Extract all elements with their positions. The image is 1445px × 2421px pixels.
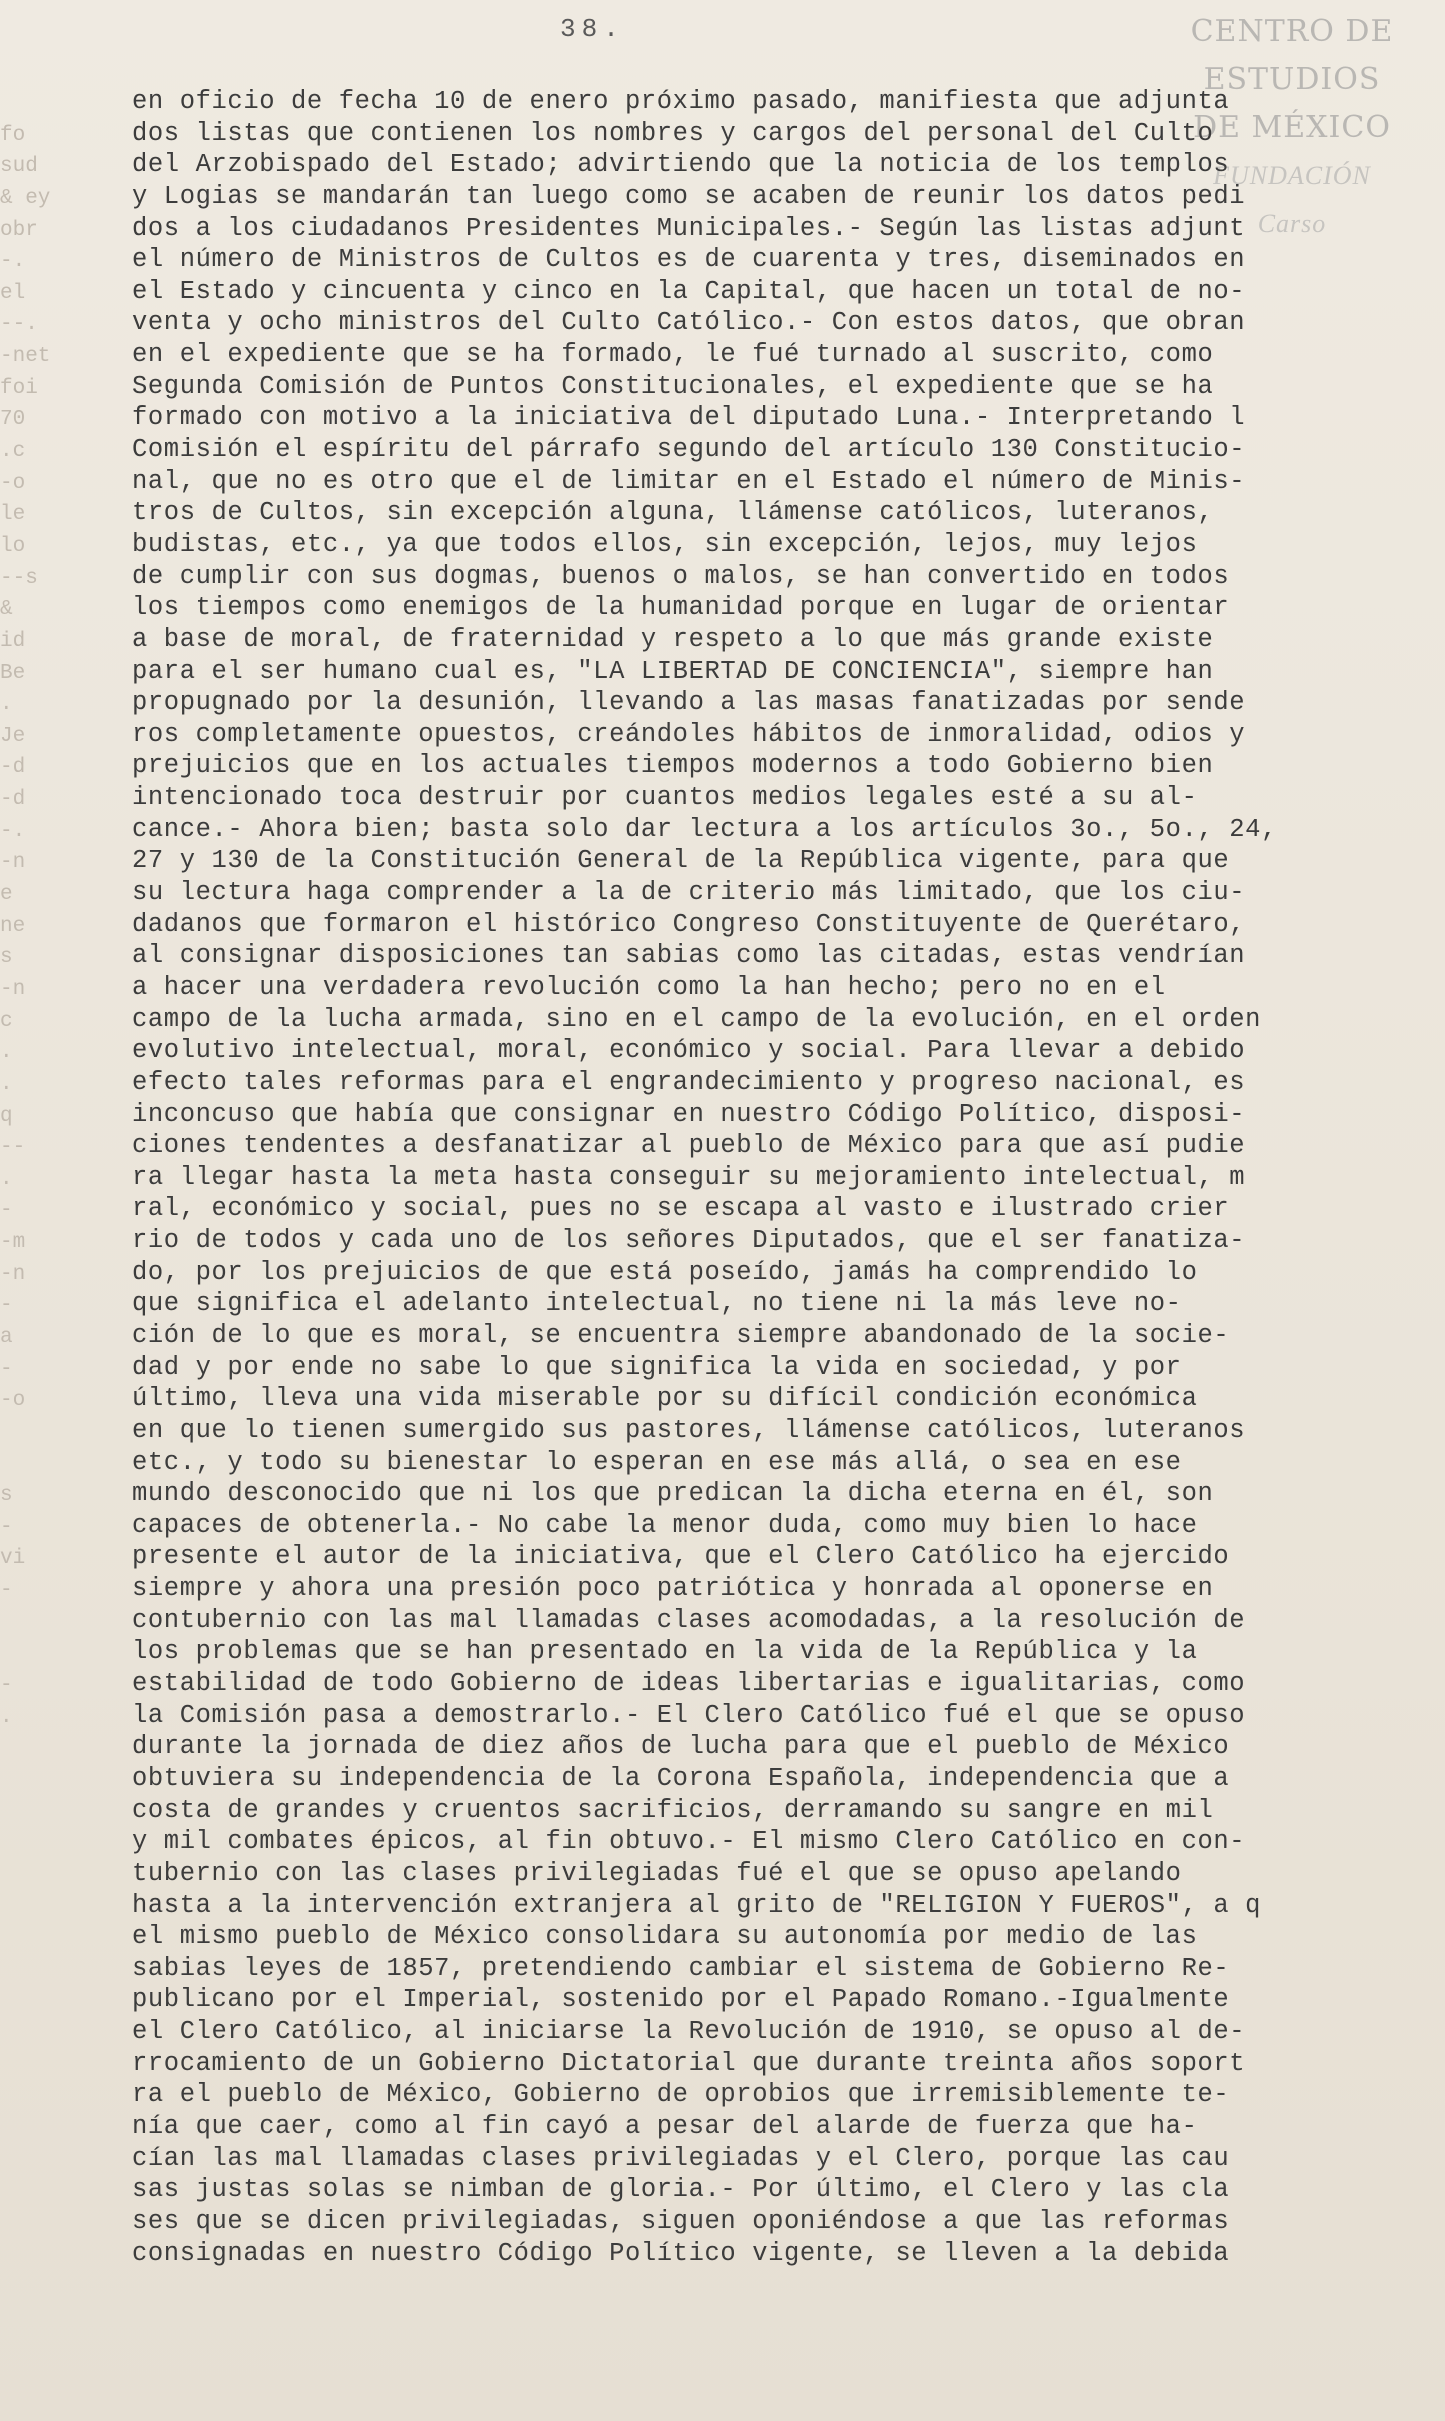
margin-fragment: . — [0, 1041, 13, 1065]
text-line: y Logias se mandarán tan luego como se acaben de reunir los datos pedi — [132, 181, 1246, 211]
margin-fragment: --. — [0, 313, 38, 337]
watermark-line: CENTRO DE — [1190, 14, 1394, 49]
text-line: mundo desconocido que ni los que predican la dicha eterna en él, son — [132, 1479, 1214, 1509]
text-line: efecto tales reformas para el engrandecimiento y progreso nacional, es — [132, 1067, 1246, 1097]
text-line: cance.- Ahora bien; basta solo dar lectura a los artículos 3o., 5o., 24, — [132, 814, 1277, 844]
text-line: durante la jornada de diez años de lucha para que el pueblo de México — [132, 1732, 1230, 1762]
text-line: contubernio con las mal llamadas clases acomodadas, a la resolución de — [132, 1605, 1246, 1635]
margin-fragment — [0, 1449, 125, 1481]
margin-fragment: e — [0, 883, 13, 907]
margin-fragment: -n — [0, 851, 26, 875]
bleed-through-margin — [0, 88, 125, 2271]
text-line: publicano por el Imperial, sostenido por el Papado Romano.-Igualmente — [132, 1985, 1230, 2015]
margin-fragment: el — [0, 281, 26, 305]
page-number: 38. — [560, 14, 625, 44]
text-line: costa de grandes y cruentos sacrificios, derramando su sangre en mil — [132, 1795, 1214, 1825]
margin-fragment: . — [0, 1072, 13, 1096]
margin-fragment: -net — [0, 345, 51, 369]
watermark-line: DE MÉXICO — [1193, 110, 1391, 145]
margin-fragment: s — [0, 946, 13, 970]
text-line: los problemas que se han presentado en la vida de la República y la — [132, 1637, 1198, 1667]
margin-fragment: -. — [0, 250, 26, 274]
text-line: ros completamente opuestos, creándoles hábitos de inmoralidad, odios y — [132, 719, 1246, 749]
margin-fragment: -d — [0, 788, 26, 812]
margin-fragment: Be — [0, 661, 26, 685]
margin-fragment: sud — [0, 155, 38, 179]
text-line: venta y ocho ministros del Culto Católico.- Con estos datos, que obran — [132, 308, 1246, 338]
text-line: dos listas que contienen los nombres y cargos del personal del Culto — [132, 118, 1214, 148]
margin-fragment — [0, 1638, 125, 1670]
text-line: rrocamiento de un Gobierno Dictatorial que durante treinta años soport — [132, 2048, 1246, 2078]
text-line: propugnado por la desunión, llevando a las masas fanatizadas por sende — [132, 688, 1246, 718]
text-line: ción de lo que es moral, se encuentra siempre abandonado de la socie- — [132, 1320, 1230, 1350]
text-line: dad y por ende no sabe lo que significa la vida en sociedad, y por — [132, 1352, 1182, 1382]
text-line: Segunda Comisión de Puntos Constitucionales, el expediente que se ha — [132, 371, 1214, 401]
margin-fragment: & — [0, 598, 13, 622]
margin-fragment: c — [0, 1009, 13, 1033]
margin-fragment: a — [0, 1325, 13, 1349]
margin-fragment: - — [0, 1579, 13, 1603]
text-line: al consignar disposiciones tan sabias como las citadas, estas vendrían — [132, 941, 1246, 971]
text-line: en que lo tienen sumergido sus pastores, llámense católicos, luteranos — [132, 1415, 1246, 1445]
margin-fragment — [0, 2145, 125, 2177]
text-line: último, lleva una vida miserable por su difícil condición económica — [132, 1384, 1198, 1414]
text-line: el mismo pueblo de México consolidara su autonomía por medio de las — [132, 1922, 1198, 1952]
text-line: etc., y todo su bienestar lo esperan en ese más allá, o sea en ese — [132, 1447, 1182, 1477]
margin-fragment: - — [0, 1515, 13, 1539]
text-line: dos a los ciudadanos Presidentes Municipales.- Según las listas adjunt — [132, 213, 1246, 243]
margin-fragment: lo — [0, 534, 26, 558]
text-line: 27 y 130 de la Constitución General de la República vigente, para que — [132, 846, 1230, 876]
text-line: estabilidad de todo Gobierno de ideas libertarias e igualitarias, como — [132, 1669, 1246, 1699]
text-line: del Arzobispado del Estado; advirtiendo que la noticia de los templos — [132, 150, 1230, 180]
margin-fragment: -- — [0, 1136, 26, 1160]
text-line: hasta a la intervención extranjera al grito de "RELIGION Y FUEROS", a q — [132, 1890, 1262, 1920]
text-line: ra llegar hasta la meta hasta conseguir su mejoramiento intelectual, m — [132, 1162, 1246, 1192]
margin-fragment — [0, 1828, 125, 1860]
text-line: para el ser humano cual es, "LA LIBERTAD DE CONCIENCIA", siempre han — [132, 656, 1214, 686]
text-line: a hacer una verdadera revolución como la han hecho; pero no en el — [132, 972, 1166, 1002]
text-line: ra el pueblo de México, Gobierno de oprobios que irremisiblemente te- — [132, 2080, 1230, 2110]
margin-fragment: -d — [0, 756, 26, 780]
watermark-line: FUNDACIÓN — [1213, 161, 1371, 190]
margin-fragment: - — [0, 1199, 13, 1223]
margin-fragment: & ey — [0, 186, 51, 210]
text-line: sabias leyes de 1857, pretendiendo cambiar el sistema de Gobierno Re- — [132, 1953, 1230, 1983]
margin-fragment: -n — [0, 1262, 26, 1286]
margin-fragment: ne — [0, 914, 26, 938]
margin-fragment: -. — [0, 819, 26, 843]
margin-fragment: . — [0, 1167, 13, 1191]
text-line: obtuviera su independencia de la Corona Española, independencia que a — [132, 1763, 1230, 1793]
text-line: dadanos que formaron el histórico Congreso Constituyente de Querétaro, — [132, 909, 1246, 939]
text-line: la Comisión pasa a demostrarlo.- El Clero Católico fué el que se opuso — [132, 1700, 1246, 1730]
margin-fragment: vi — [0, 1547, 26, 1571]
margin-fragment — [0, 2113, 125, 2145]
margin-fragment: . — [0, 693, 13, 717]
text-line: ral, económico y social, pues no se escapa al vasto e ilustrado crier — [132, 1194, 1230, 1224]
text-line: campo de la lucha armada, sino en el campo de la evolución, en el orden — [132, 1004, 1262, 1034]
text-line: que significa el adelanto intelectual, no tiene ni la más leve no- — [132, 1289, 1182, 1319]
margin-fragment — [0, 1955, 125, 1987]
text-line: siempre y ahora una presión poco patriótica y honrada al oponerse en — [132, 1574, 1214, 1604]
text-line: de cumplir con sus dogmas, buenos o malos, se han convertido en todos — [132, 561, 1230, 591]
text-line: intencionado toca destruir por cuantos medios legales esté a su al- — [132, 783, 1198, 813]
text-line: ses que se dicen privilegiadas, siguen oponiéndose a que las reformas — [132, 2206, 1230, 2236]
text-line: presente el autor de la iniciativa, que el Clero Católico ha ejercido — [132, 1542, 1230, 1572]
text-line: en oficio de fecha 10 de enero próximo pasado, manifiesta que adjunta — [132, 87, 1230, 116]
margin-fragment: s — [0, 1484, 13, 1508]
text-line: a base de moral, de fraternidad y respeto a lo que más grande existe — [132, 624, 1214, 654]
text-line: ciones tendentes a desfanatizar al pueblo de México para que así pudie — [132, 1131, 1246, 1161]
text-line: Comisión el espíritu del párrafo segundo del artículo 130 Constitucio- — [132, 435, 1246, 465]
margin-fragment — [0, 1417, 125, 1449]
margin-fragment: .c — [0, 440, 26, 464]
text-line: tros de Cultos, sin excepción alguna, llámense católicos, luteranos, — [132, 498, 1214, 528]
margin-fragment — [0, 1986, 125, 2018]
margin-fragment — [0, 2018, 125, 2050]
watermark-line: Carso — [1257, 209, 1327, 238]
text-line: nal, que no es otro que el de limitar en el Estado el número de Minis- — [132, 466, 1246, 496]
margin-fragment — [0, 2208, 125, 2240]
text-line: sas justas solas se nimban de gloria.- Por último, el Clero y las cla — [132, 2175, 1230, 2205]
margin-fragment — [0, 2081, 125, 2113]
text-line: y mil combates épicos, al fin obtuvo.- El mismo Clero Católico en con- — [132, 1827, 1246, 1857]
text-line: el Estado y cincuenta y cinco en la Capital, que hacen un total de no- — [132, 276, 1246, 306]
margin-fragment — [0, 1892, 125, 1924]
margin-fragment — [0, 2050, 125, 2082]
text-line: en el expediente que se ha formado, le fué turnado al suscrito, como — [132, 340, 1214, 370]
text-line: formado con motivo a la iniciativa del diputado Luna.- Interpretando l — [132, 403, 1246, 433]
text-line: su lectura haga comprender a la de criterio más limitado, que los ciu- — [132, 878, 1246, 908]
margin-fragment: 70 — [0, 408, 26, 432]
text-line: tubernio con las clases privilegiadas fué el que se opuso apelando — [132, 1858, 1182, 1888]
margin-fragment: Je — [0, 724, 26, 748]
margin-fragment: le — [0, 503, 26, 527]
margin-fragment: fo — [0, 123, 26, 147]
margin-fragment: - — [0, 1357, 13, 1381]
margin-fragment — [0, 1733, 125, 1765]
margin-fragment — [0, 1607, 125, 1639]
margin-fragment — [0, 88, 125, 120]
margin-fragment: -m — [0, 1231, 26, 1255]
margin-fragment: q — [0, 1104, 13, 1128]
margin-fragment — [0, 1765, 125, 1797]
text-line: inconcuso que había que consignar en nuestro Código Político, disposi- — [132, 1099, 1246, 1129]
text-line: nía que caer, como al fin cayó a pesar del alarde de fuerza que ha- — [132, 2112, 1198, 2141]
margin-fragment — [0, 1923, 125, 1955]
margin-fragment — [0, 1860, 125, 1892]
text-line: el número de Ministros de Cultos es de cuarenta y tres, diseminados en — [132, 245, 1246, 275]
margin-fragment — [0, 1797, 125, 1829]
margin-fragment: -o — [0, 471, 26, 495]
margin-fragment: --s — [0, 566, 38, 590]
margin-fragment: -n — [0, 977, 26, 1001]
text-line: capaces de obtenerla.- No cabe la menor duda, como muy bien lo hace — [132, 1510, 1198, 1540]
margin-fragment: -o — [0, 1389, 26, 1413]
text-line: consignadas en nuestro Código Político vigente, se lleven a la debida — [132, 2238, 1230, 2268]
margin-fragment: foi — [0, 376, 38, 400]
text-line: budistas, etc., ya que todos ellos, sin excepción, lejos, muy lejos — [132, 529, 1198, 559]
text-line: prejuicios que en los actuales tiempos modernos a todo Gobierno bien — [132, 751, 1214, 781]
margin-fragment — [0, 2240, 125, 2272]
margin-fragment: - — [0, 1674, 13, 1698]
watermark-line: ESTUDIOS — [1203, 62, 1381, 97]
text-line: evolutivo intelectual, moral, económico y social. Para llevar a debido — [132, 1036, 1246, 1066]
margin-fragment: . — [0, 1705, 13, 1729]
text-line: los tiempos como enemigos de la humanidad porque en lugar de orientar — [132, 593, 1230, 623]
text-line: el Clero Católico, al iniciarse la Revolución de 1910, se opuso al de- — [132, 2017, 1246, 2047]
text-line: do, por los prejuicios de que está poseído, jamás ha comprendido lo — [132, 1257, 1198, 1287]
margin-fragment: id — [0, 629, 26, 653]
text-line: rio de todos y cada uno de los señores Diputados, que el ser fanatiza- — [132, 1226, 1246, 1256]
margin-fragment — [0, 2176, 125, 2208]
margin-fragment: - — [0, 1294, 13, 1318]
text-line: cían las mal llamadas clases privilegiadas y el Clero, porque las cau — [132, 2143, 1230, 2173]
document-body — [132, 86, 1445, 2269]
margin-fragment: obr — [0, 218, 38, 242]
